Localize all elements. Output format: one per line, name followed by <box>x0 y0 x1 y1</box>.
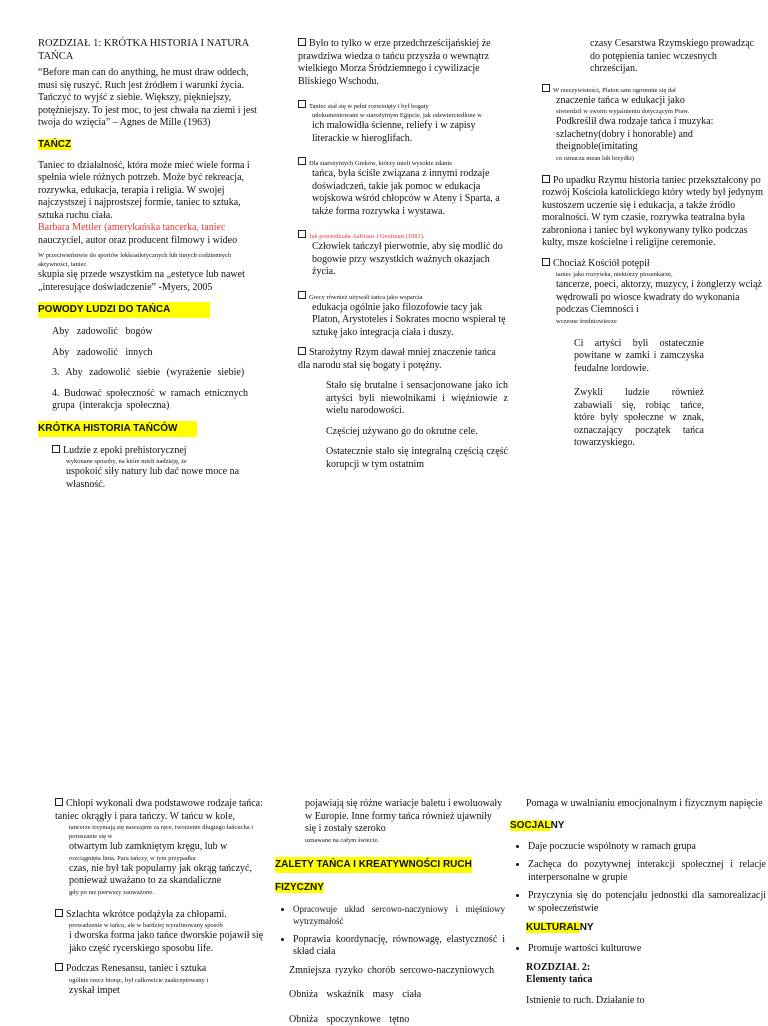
bottom-page <box>0 790 768 1024</box>
checkbox-bullet-icon <box>55 963 63 971</box>
b-col1-b3-small: ogólnie rzecz biorąc, był całkowicie zaakceptowany i <box>55 976 265 985</box>
col2-bullet-3-rest: tańca, była ściśle związana z innymi rodzaje doświadczeń, takie jak pomoc w edukacja wojskowa wśród chłopców w Ateny i Sparta, a także forma rozrywka i wystawa. <box>298 168 508 218</box>
col3-bullet-1-rest: znaczenie tańca w edukacji jako <box>542 95 764 108</box>
taniec-paragraph: Taniec to działalność, która może mieć wiele forma i spełnia wiele różnych potrzeb. Może być rekreacja, rozrywka, edukacja, terapia i religia. W swojej najczystszej i najprostszej formie, taniec to sztuka, sztuka ruchu ciała. <box>38 160 263 223</box>
historia-rest: uspokoić siły natury lub dać nowe moce na własność. <box>38 466 263 491</box>
checkbox-bullet-icon <box>542 258 550 266</box>
list-item: • Promuje wartości kulturowe <box>528 943 766 956</box>
checkbox-bullet-icon <box>298 38 306 46</box>
col2-sub-1: Stało się brutalne i sensacjonowane jako ich artyści byli niewolnikami i więźniowie z wielu narodowości. <box>298 380 508 418</box>
col3-bullet-3: Chociaż Kościół potępił <box>542 258 764 271</box>
plain-item: Obniża wskaźnik masy ciała <box>275 989 505 1002</box>
taniec-after-line: nauczyciel, autor oraz producent filmowy i wideo <box>38 235 263 248</box>
col3-bullet-1-small2: stwierdził w swoim wyjaśnieniu dotyczącym Praw. <box>542 107 764 116</box>
b-col2-continuation: pojawiają się różne wariacje baletu i ewoluowały w Europie. Inne formy tańca również ujawniły się i zostały szeroko <box>275 798 505 836</box>
checkbox-bullet-icon <box>298 230 306 238</box>
b-col1-bullet-3: Podczas Renesansu, taniec i sztuka <box>55 963 265 976</box>
list-item: • Zachęca do pozytywnej interakcji społecznej i relacje interpersonalne w grupie <box>528 859 766 884</box>
section-heading-historia: KRÓTKA HISTORIA TAŃCÓW <box>38 421 263 437</box>
b-col1-rest: otwartym lub zamkniętym kręgu, lub w <box>55 841 265 854</box>
b-col1-small3: gdy po raz pierwszy zauważono. <box>55 888 265 897</box>
quote: “Before man can do anything, he must draw oddech, musi się ruszyć. Ruch jest źródłem i warunki życia. Tańczyć to wyjść z siebie. Większy, piękniejszy, potężniejszy. To jest moc, to jest chwała na ziemi i jest twoja do wzięcia” – Agnes de Mille (1963) <box>38 67 263 130</box>
col2-bullet-5-small: Grecy również używali tańca jako wsparcia <box>298 291 508 302</box>
chapter-title: ROZDZIAŁ 1: KRÓTKA HISTORIA I NATURA TAŃCA <box>38 38 263 63</box>
section-heading-taniec: TAŃCZ <box>38 138 263 152</box>
col2-bullet-4-rest: Człowiek tańczył pierwotnie, aby się modlić do bogowie przy wszystkich ważnych okazjach życia. <box>298 241 508 279</box>
list-item: • Przyczynia się do potencjału jednostki dla samorealizacji w społeczeństwie <box>528 890 766 915</box>
col3-bullet-1-small3: co oznacza mean lub brzydki) <box>542 154 764 163</box>
col2-bullet-2-small2: udokumentowane w starożytnym Egipcie, jak odzwierciedlone w <box>298 111 508 120</box>
fizyczny-list <box>275 903 505 959</box>
checkbox-bullet-icon <box>298 157 306 165</box>
list-item: • Poprawia koordynację, równowagę, elastyczność i skład ciała <box>293 934 505 959</box>
bottom-column-3 <box>510 798 766 1007</box>
small-note: W przeciwieństwie do sportów lekkoatletycznych lub innych codziennych aktywności, taniec <box>38 251 263 269</box>
powody-item: Aby zadowolić bogów <box>38 326 263 339</box>
b-col3-continuation: Pomaga w uwalnianiu emocjonalnym i fizycznym napięcie <box>510 798 766 811</box>
checkbox-bullet-icon <box>542 175 550 183</box>
taniec-red-line: Barbara Mettler (amerykańska tancerka, taniec <box>38 222 263 235</box>
b-col1-small2: rozciągnięta linia. Para tańczy, w tym przypadku <box>55 854 265 863</box>
socjalny-list <box>510 841 766 916</box>
col2-bullet-3-small: Dla starożytnych Greków, którzy mieli wysokie zdanie <box>298 157 508 168</box>
bottom-column-2 <box>275 798 505 1026</box>
col3-bullet-3-small: taniec jako rozrywka, niektórzy piosenkarze, <box>542 270 764 279</box>
checkbox-bullet-icon <box>55 909 63 917</box>
b-col1-rest2: czas, nie był tak popularny jak okrąg tańczyć, ponieważ uważano to za skandaliczne <box>55 863 265 888</box>
chapter-2-subtitle: Elementy tańca <box>510 974 766 987</box>
chapter-2-first-line: Istnienie to ruch. Działanie to <box>510 995 766 1008</box>
col3-bullet-3-small2: wczesne średniowiecze <box>542 317 764 326</box>
col2-bullet-1: Było to tylko w erze przedchrześcijańskiej że prawdziwa wiedza o tańcu przyszła o wewnątrz wielkiego Morza Śródziemnego i cywilizacje Bliskiego Wschodu. <box>298 38 508 88</box>
b-col2-cont-small: uznawane na całym świecie. <box>275 836 505 845</box>
section-heading-fizyczny: FIZYCZNY <box>275 881 505 895</box>
list-item: • Opracowuje układ sercowo-naczyniowy i mięśniowy wytrzymałość <box>293 903 505 928</box>
top-column-1 <box>38 38 263 491</box>
col3-bullet-1-small: W rzeczywistości, Platon sam ogromnie się dał <box>542 84 764 95</box>
checkbox-bullet-icon <box>542 84 550 92</box>
col3-sub-2: Zwykli ludzie również zabawiali się, robiąc tańce, które były społeczne w znak, oznaczający początek tańca towarzyskiego. <box>542 387 764 450</box>
col3-bullet-1-rest2: Podkreślił dwa rodzaje tańca i muzyka: szlachetny(dobry i honorable) and theignoble(imitating <box>542 116 764 154</box>
chapter-2-title: ROZDZIAŁ 2: <box>510 962 766 975</box>
checkbox-bullet-icon <box>52 445 60 453</box>
top-column-2 <box>298 38 508 471</box>
b-col1-b3-rest: zyskał impet <box>55 985 265 998</box>
historia-small: wykonane sposoby, na które mieli nadzieję, że <box>38 457 263 466</box>
checkbox-bullet-icon <box>298 100 306 108</box>
list-item: • Daje poczucie wspólnoty w ramach grupa <box>528 841 766 854</box>
col3-bullet-2: Po upadku Rzymu historia taniec przekształcony po rozwój Kościoła katolickiego który wtedy był jedynym kustoszem uczenie się i edukacja, a także źródło moralności. W tym czasie, rozrywka teatralna była zabroniona i taniec był wykonywany tylko podczas kulty, msze kościelne i religijne ceremonie. <box>542 175 764 250</box>
checkbox-bullet-icon <box>55 798 63 806</box>
powody-item: 3. Aby zadowolić siebie (wyrażenie siebie) <box>38 367 263 380</box>
col3-sub-1: Ci artyści byli ostatecznie powitane w zamki i zamczyska feudalne lordowie. <box>542 338 764 376</box>
plain-item: Obniża spoczynkowe tętno <box>275 1014 505 1026</box>
b-col1-bullet-2: Szlachta wkrótce podążyła za chłopami. <box>55 909 265 922</box>
col2-bullet-4-red: Jak powiedziała AsKraus i Geufman (1981). <box>298 230 508 241</box>
col2-sub-2: Częściej używano go do okrutne cele. <box>298 426 508 439</box>
col2-bullet-2-rest: ich malowidła ścienne, reliefy i w zapisy literackie w hieroglifach. <box>298 120 508 145</box>
b-col1-b2-small: prowadzenie w tańcu, ale w bardziej wyrafinowany sposób <box>55 921 265 930</box>
col2-bullet-6: Starożytny Rzym dawał mniej znaczenie tańca dla narodu stał się bogaty i potężny. <box>298 347 508 372</box>
section-heading-kulturalny: KULTURALNY <box>510 921 766 935</box>
kulturalny-list <box>510 943 766 956</box>
section-heading-powody: POWODY LUDZI DO TAŃCA <box>38 302 263 318</box>
taniec-quote: skupia się przede wszystkim na „estetyce lub nawet „interesujące doświadczenie” -Myers, 2005 <box>38 269 263 294</box>
col2-sub-3: Ostatecznie stało się integralną częścią część korupcji w tym ostatnim <box>298 446 508 471</box>
b-col1-bullet-1: Chłopi wykonali dwa podstawowe rodzaje tańca: taniec okrągły i para tańczy. W tańcu w kole, <box>55 798 265 823</box>
powody-item: Aby zadowolić innych <box>38 347 263 360</box>
top-column-3 <box>542 38 764 450</box>
col3-bullet-3-rest: tancerze, poeci, aktorzy, muzycy, i żonglerzy wciąż wędrowali po wiosce kwadraty do wykonania podczas Ciemności i <box>542 279 764 317</box>
section-heading-socjalny: SOCJALNY <box>510 819 766 833</box>
checkbox-bullet-icon <box>298 291 306 299</box>
historia-bullet: Ludzie z epoki prehistorycznej <box>38 445 263 458</box>
bottom-column-1 <box>55 798 265 997</box>
b-col1-b2-rest: i dworska forma jako tańce dworskie pojawił się jako część rycerskiego sposobu life. <box>55 930 265 955</box>
powody-item: 4. Budować społeczność w ramach etnicznych grupa (interakcja społeczna) <box>38 388 263 413</box>
col2-bullet-5-rest: edukacja ogólnie jako filozofowie tacy jak Platon, Arystoteles i Sokrates mocno wspierał tę sztukę jako integracja ciała i duszy. <box>298 302 508 340</box>
b-col1-small: tancerze trzymają się nawzajem za ręce, tworzenie długiego łańcucha i poruszanie się w <box>55 823 265 841</box>
checkbox-bullet-icon <box>298 347 306 355</box>
plain-item: Zmniejsza ryzyko chorób sercowo-naczyniowych <box>275 965 505 978</box>
col2-bullet-2-small: Taniec stał się w pełni rozwinięty i był bogaty <box>298 100 508 111</box>
col3-continuation: czasy Cesarstwa Rzymskiego prowadząc do potępienia taniec wczesnych chrześcijan. <box>542 38 764 76</box>
section-heading-zalety: ZALETY TAŃCA I KREATYWNOŚCI RUCH <box>275 857 505 873</box>
